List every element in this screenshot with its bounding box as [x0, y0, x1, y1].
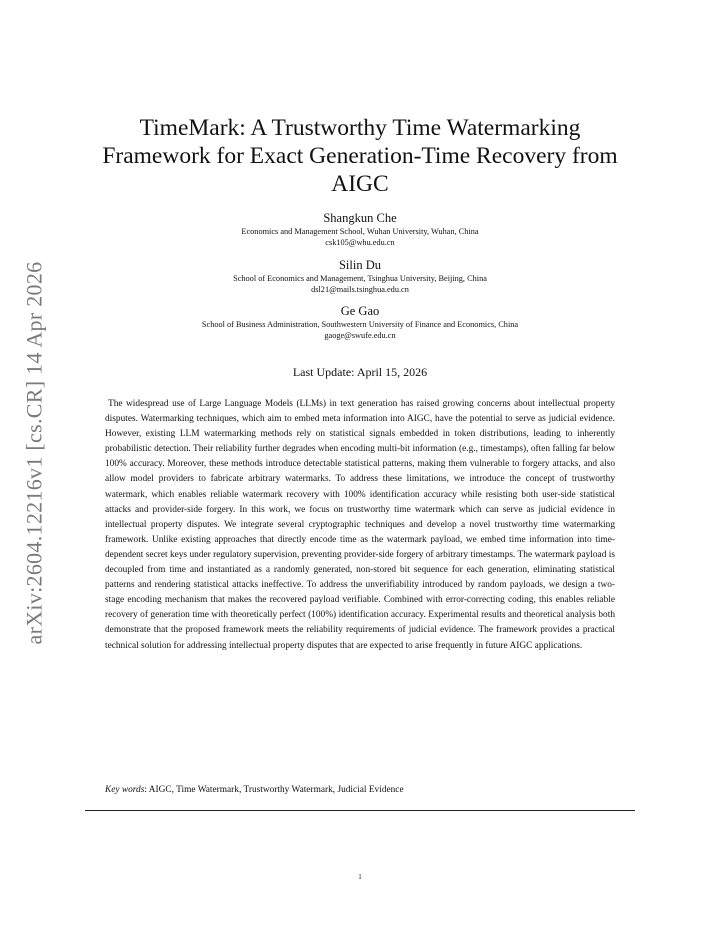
author-block-3: [100, 303, 620, 341]
author-affiliation: Economics and Management School, Wuhan University, Wuhan, China: [241, 227, 479, 236]
last-update: Last Update: April 15, 2026: [292, 365, 428, 379]
keywords-label: Key words: [105, 785, 145, 795]
author-block-2: [100, 257, 620, 295]
author-affiliation: School of Business Administration, Southwestern University of Finance and Economics, China: [201, 320, 519, 329]
author-affiliation: School of Economics and Management, Tsinghua University, Beijing, China: [233, 274, 487, 283]
author-email: dsl21@mails.tsinghua.edu.cn: [311, 285, 409, 294]
author-name: Silin Du: [338, 258, 382, 272]
author-email: gaoge@swufe.edu.cn: [324, 331, 396, 340]
author-email: csk105@whu.edu.cn: [325, 238, 395, 247]
author-name: Ge Gao: [340, 304, 380, 318]
arxiv-identifier: [14, 260, 54, 645]
author-name: Shangkun Che: [323, 211, 397, 225]
keywords: [105, 785, 615, 795]
footer-rule: [85, 810, 635, 811]
abstract: The widespread use of Large Language Models (LLMs) in text generation has raised growing concerns about intellectual property disputes. Watermarking techniques, which aim to embed meta information into AIGC, have the potential to serve as judicial evidence. However, existing LLM watermarking methods rely on statistical signals embedded in token distributions, leading to inherently probabilistic detection. Their reliability further degrades when encoding multi-bit information (e.g., timestamps), often falling far below 100% accuracy. Moreover, these methods introduce detectable statistical patterns, making them vulnerable to forgery attacks, and also allow model providers to fabricate arbitrary watermarks. To address these limitations, we introduce the concept of trustworthy watermark, which enables reliable watermark recovery with 100% identification accuracy while resisting both user-side statistical attacks and provider-side forgery. In this work, we focus on trustworthy time watermark which can serve as judicial evidence in intellectual property disputes. We integrate several cryptographic techniques and develop a novel trustworthy time watermarking framework. Unlike existing approaches that directly encode time as the watermark payload, we embed time information into time-dependent secret keys under regulatory supervision, preventing provider-side forgery of arbitrary timestamps. The watermark payload is decoupled from time and instantiated as a randomly generated, non-stored bit sequence for each generation, eliminating statistical patterns and rendering statistical attacks ineffective. To address the unverifiability introduced by random payloads, we design a two-stage encoding mechanism that makes the recovered payload verifiable. Combined with error-correcting coding, this enables reliable recovery of generation time with theoretically perfect (100%) identification accuracy. Experimental results and theoretical analysis both demonstrate that the proposed framework meets the reliability requirements of judicial evidence. The framework provides a practical technical solution for addressing intellectual property disputes that are expected to arise frequently in future AIGC applications.: [105, 399, 615, 651]
author-block-1: [100, 210, 620, 248]
arxiv-identifier-text: arXiv:2604.12216v1 [cs.CR] 14 Apr 2026: [21, 261, 46, 644]
paper-title: TimeMark: A Trustworthy Time Watermarking Framework for Exact Generation-Time Recovery from AIGC: [102, 115, 618, 197]
keywords-list: : AIGC, Time Watermark, Trustworthy Watermark, Judicial Evidence: [144, 785, 404, 795]
page-number: 1: [358, 873, 362, 881]
